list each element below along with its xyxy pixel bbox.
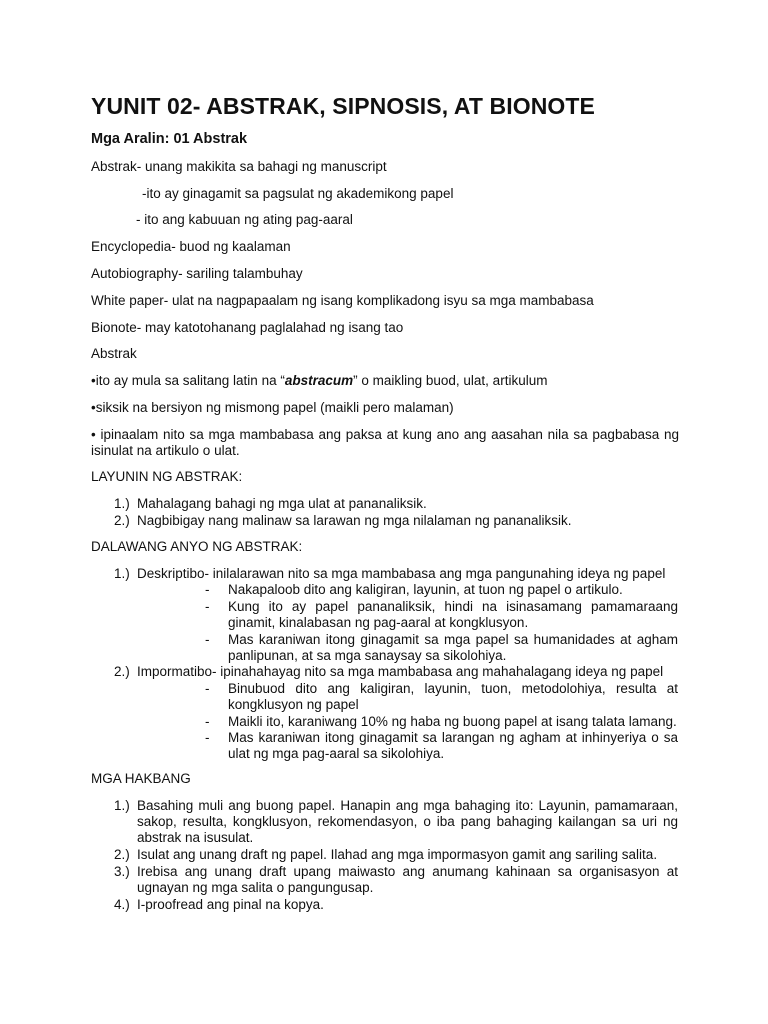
abstrak-heading: Abstrak <box>91 346 137 361</box>
anyo-2-dash-2: - <box>205 714 210 729</box>
def-white-paper: White paper- ulat na nagpapaalam ng isang komplikadong isyu sa mga mambabasa <box>91 293 594 308</box>
def-encyclopedia: Encyclopedia- buod ng kaalaman <box>91 239 291 254</box>
layunin-item-1: Mahalagang bahagi ng mga ulat at pananaliksik. <box>137 496 427 511</box>
anyo-2-dash-1: - <box>205 681 210 696</box>
anyo-num-2: 2.) <box>114 664 130 679</box>
hakbang-item-4: I-proofread ang pinal na kopya. <box>137 897 324 912</box>
bullet-latin-origin <box>91 373 547 389</box>
hakbang-num-3: 3.) <box>114 864 130 879</box>
def-abstrak: Abstrak- unang makikita sa bahagi ng manuscript <box>91 159 387 174</box>
hakbang-num-4: 4.) <box>114 897 130 912</box>
hakbang-num-1: 1.) <box>114 798 130 813</box>
hakbang-item-2: Isulat ang unang draft ng papel. Ilahad ang mga impormasyon gamit ang sariling salita. <box>137 847 658 862</box>
anyo-heading: DALAWANG ANYO NG ABSTRAK: <box>91 539 303 554</box>
lesson-subtitle: Mga Aralin: 01 Abstrak <box>91 131 248 147</box>
hakbang-item-3: Irebisa ang unang draft upang maiwasto ang anumang kahinaan sa organisasyon at ugnayan ng mga salita o pangungusap. <box>137 864 678 895</box>
bullet-latin-pre: •ito ay mula sa salitang latin na “ <box>91 373 285 388</box>
bullet-ipinaalam: • ipinaalam nito sa mga mambabasa ang paksa at kung ano ang aasahan nila sa pagbabasa ng isinulat na artikulo o ulat. <box>91 427 679 458</box>
anyo-1-sub-3: Mas karaniwan itong ginagamit sa mga papel sa humanidades at agham panlipunan, at sa mga sanaysay sa sikolohiya. <box>228 632 678 663</box>
bullet-siksik: •siksik na bersiyon ng mismong papel (maikli pero malaman) <box>91 400 454 415</box>
anyo-2-sub-2: Maikli ito, karaniwang 10% ng haba ng buong papel at isang talata lamang. <box>228 714 677 729</box>
hakbang-num-2: 2.) <box>114 847 130 862</box>
layunin-num-1: 1.) <box>114 496 130 511</box>
bullet-latin-term: abstracum <box>284 373 354 388</box>
anyo-1-sub-1: Nakapaloob dito ang kaligiran, layunin, at tuon ng papel o artikulo. <box>228 582 623 597</box>
anyo-1-dash-1: - <box>205 582 210 597</box>
anyo-2-sub-1: Binubuod dito ang kaligiran, layunin, tuon, metodolohiya, resulta at kongklusyon ng papel <box>228 681 678 712</box>
hakbang-heading: MGA HAKBANG <box>91 771 191 786</box>
layunin-num-2: 2.) <box>114 513 130 528</box>
anyo-impormatibo: Impormatibo- ipinahahayag nito sa mga mambabasa ang mahahalagang ideya ng papel <box>137 664 664 679</box>
anyo-1-sub-2: Kung ito ay papel pananaliksik, hindi na isinasamang pamamaraang ginamit, kinalabasan ng pag-aaral at kongklusyon. <box>228 599 678 630</box>
anyo-deskriptibo: Deskriptibo- inilalarawan nito sa mga mambabasa ang mga pangunahing ideya ng papel <box>137 566 666 581</box>
def-abstrak-sub2: - ito ang kabuuan ng ating pag-aaral <box>136 212 353 227</box>
anyo-2-sub-3: Mas karaniwan itong ginagamit sa larangan ng agham at inhinyeriya o sa ulat ng mga pag-aaral sa sikolohiya. <box>228 730 678 761</box>
document-title: YUNIT 02- ABSTRAK, SIPNOSIS, AT BIONOTE <box>91 93 595 119</box>
def-autobiography: Autobiography- sariling talambuhay <box>91 266 303 281</box>
def-abstrak-sub1: -ito ay ginagamit sa pagsulat ng akademikong papel <box>142 186 454 201</box>
anyo-2-dash-3: - <box>205 730 210 745</box>
def-bionote: Bionote- may katotohanang paglalahad ng isang tao <box>91 320 404 335</box>
layunin-heading: LAYUNIN NG ABSTRAK: <box>91 469 243 484</box>
anyo-num-1: 1.) <box>114 566 130 581</box>
hakbang-item-1: Basahing muli ang buong papel. Hanapin ang mga bahaging ito: Layunin, pamamaraan, sakop, resulta, kongklusyon, rekomendasyon, o iba pang bahaging kailangan sa uri ng abstrak na isusulat. <box>137 798 678 845</box>
bullet-latin-post: ” o maikling buod, ulat, artikulum <box>353 373 548 388</box>
anyo-1-dash-2: - <box>205 599 210 614</box>
layunin-item-2: Nagbibigay nang malinaw sa larawan ng mga nilalaman ng pananaliksik. <box>137 513 572 528</box>
anyo-1-dash-3: - <box>205 632 210 647</box>
